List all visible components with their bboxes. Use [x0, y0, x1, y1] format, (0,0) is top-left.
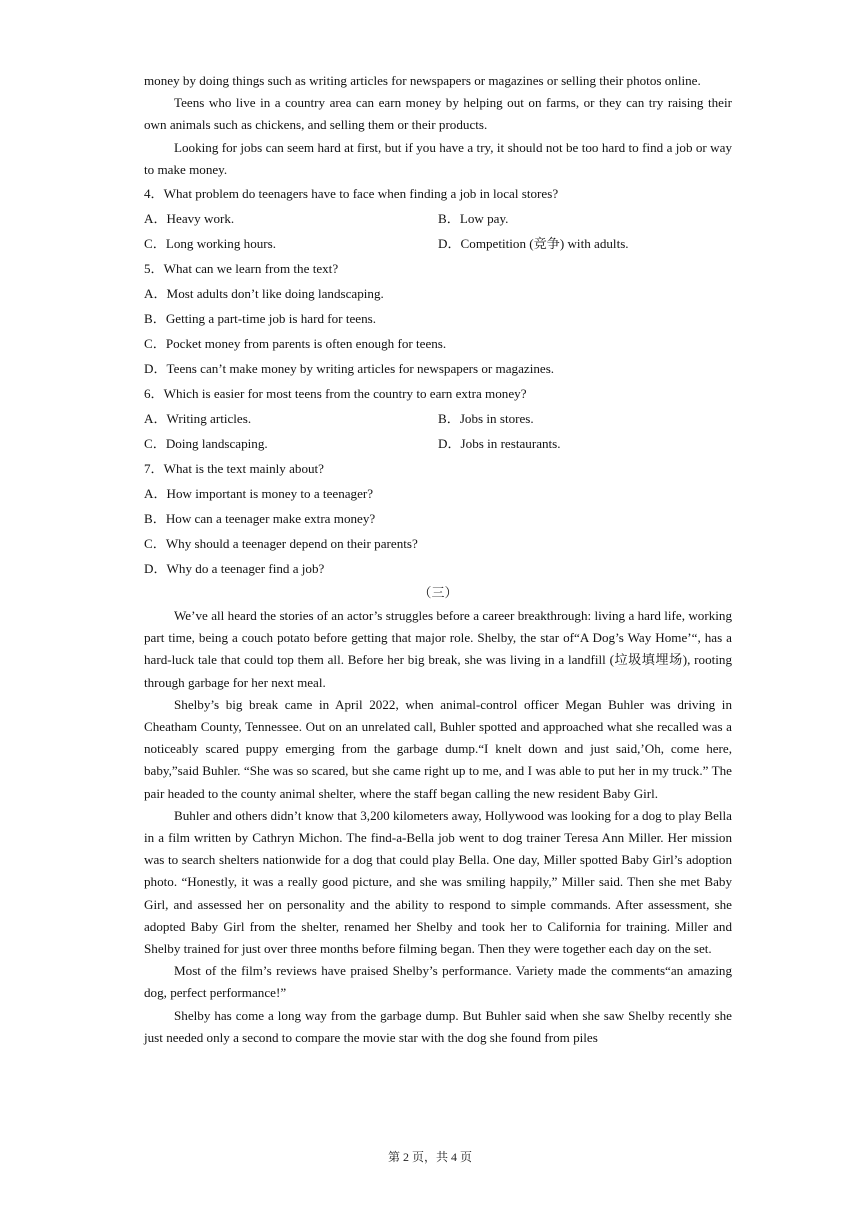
option-d: D．Jobs in restaurants.	[438, 436, 561, 452]
paragraph: Shelby’s big break came in April 2022, when animal-control officer Megan Buhler was driving in Cheatham County, Tennessee. Out on an unrelated call, Buhler spotted and approached what she recalled was a noticeably scared puppy emerging from the garbage dump.“I knelt down and just said,’Oh, come here, baby,”said Buhler. “She was so scared, but she came right up to me, and I was able to put her in my truck.” The pair headed to the county animal shelter, where the staff began calling the new resident Baby Girl.	[144, 696, 732, 801]
option-a: A．How important is money to a teenager?	[144, 486, 374, 502]
paragraph: Teens who live in a country area can earn money by helping out on farms, or they can try raising their own animals such as chickens, and selling them or their products.	[144, 95, 732, 133]
question-4-options-row-1	[144, 206, 732, 231]
section-title: （三）	[418, 585, 458, 601]
paragraph: Buhler and others didn’t know that 3,200 kilometers away, Hollywood was looking for a dog to play Bella in a film written by Cathryn Michon. The find-a-Bella job went to dog trainer Teresa Ann Miller. Her mission was to search shelters nationwide for a dog that could play Bella. One day, Miller spotted Baby Girl’s adoption photo. “Honestly, it was a really good picture, and she was smiling happily,” Miller said. Then she met Baby Girl, and assessed her on personality and the ability to respond to simple commands. After assessment, she adopted Baby Girl from the shelter, renamed her Shelby and took her to California for training. Miller and Shelby trained for just over three months before filming began. Then they were together each day on the set.	[144, 807, 732, 957]
paragraph: We’ve all heard the stories of an actor’s struggles before a career breakthrough: living a hard life, working part time, being a couch potato before getting that major role. Shelby, the star of“A Dog’s Way Home’“, has a hard-luck tale that could top them all. Before her big break, she was living in a landfill (垃圾填埋场), rooting through garbage for her next meal.	[144, 608, 732, 690]
question-6-stem: 6．Which is easier for most teens from the country to earn extra money?	[144, 386, 527, 402]
option-b: B．Jobs in stores.	[438, 411, 534, 427]
option-b: B．Getting a part-time job is hard for teens.	[144, 311, 376, 327]
option-b: B．Low pay.	[438, 211, 509, 227]
option-d: D．Why do a teenager find a job?	[144, 561, 325, 577]
option-a: A．Writing articles.	[144, 411, 252, 427]
page-footer: 第 2 页，共 4 页	[387, 1150, 472, 1164]
question-6-options-row-1	[144, 406, 732, 431]
question-4-stem: 4．What problem do teenagers have to face when finding a job in local stores?	[144, 186, 559, 202]
option-b: B．How can a teenager make extra money?	[144, 511, 376, 527]
option-a: A．Most adults don’t like doing landscaping.	[144, 286, 384, 302]
question-7-stem: 7．What is the text mainly about?	[144, 461, 324, 477]
question-4-options-row-2	[144, 231, 732, 256]
paragraph-continued: money by doing things such as writing articles for newspapers or magazines or selling their photos online.	[144, 73, 701, 88]
question-6-options-row-2	[144, 431, 732, 456]
paragraph: Most of the film’s reviews have praised Shelby’s performance. Variety made the comments“an amazing dog, perfect performance!”	[144, 963, 732, 1001]
paragraph: Shelby has come a long way from the garbage dump. But Buhler said when she saw Shelby recently she just needed only a second to compare the movie star with the dog she found from piles	[144, 1007, 732, 1045]
page-content	[144, 70, 732, 1049]
option-c: C．Pocket money from parents is often enough for teens.	[144, 336, 447, 352]
question-5-stem: 5．What can we learn from the text?	[144, 261, 339, 277]
option-c: C．Doing landscaping.	[144, 436, 268, 452]
option-c: C．Why should a teenager depend on their parents?	[144, 536, 418, 552]
option-a: A．Heavy work.	[144, 211, 235, 227]
option-c: C．Long working hours.	[144, 236, 277, 252]
option-d: D．Teens can’t make money by writing articles for newspapers or magazines.	[144, 361, 555, 377]
option-d: D．Competition (竞争) with adults.	[438, 236, 629, 252]
paragraph: Looking for jobs can seem hard at first, but if you have a try, it should not be too hard to find a job or way to make money.	[144, 139, 732, 177]
